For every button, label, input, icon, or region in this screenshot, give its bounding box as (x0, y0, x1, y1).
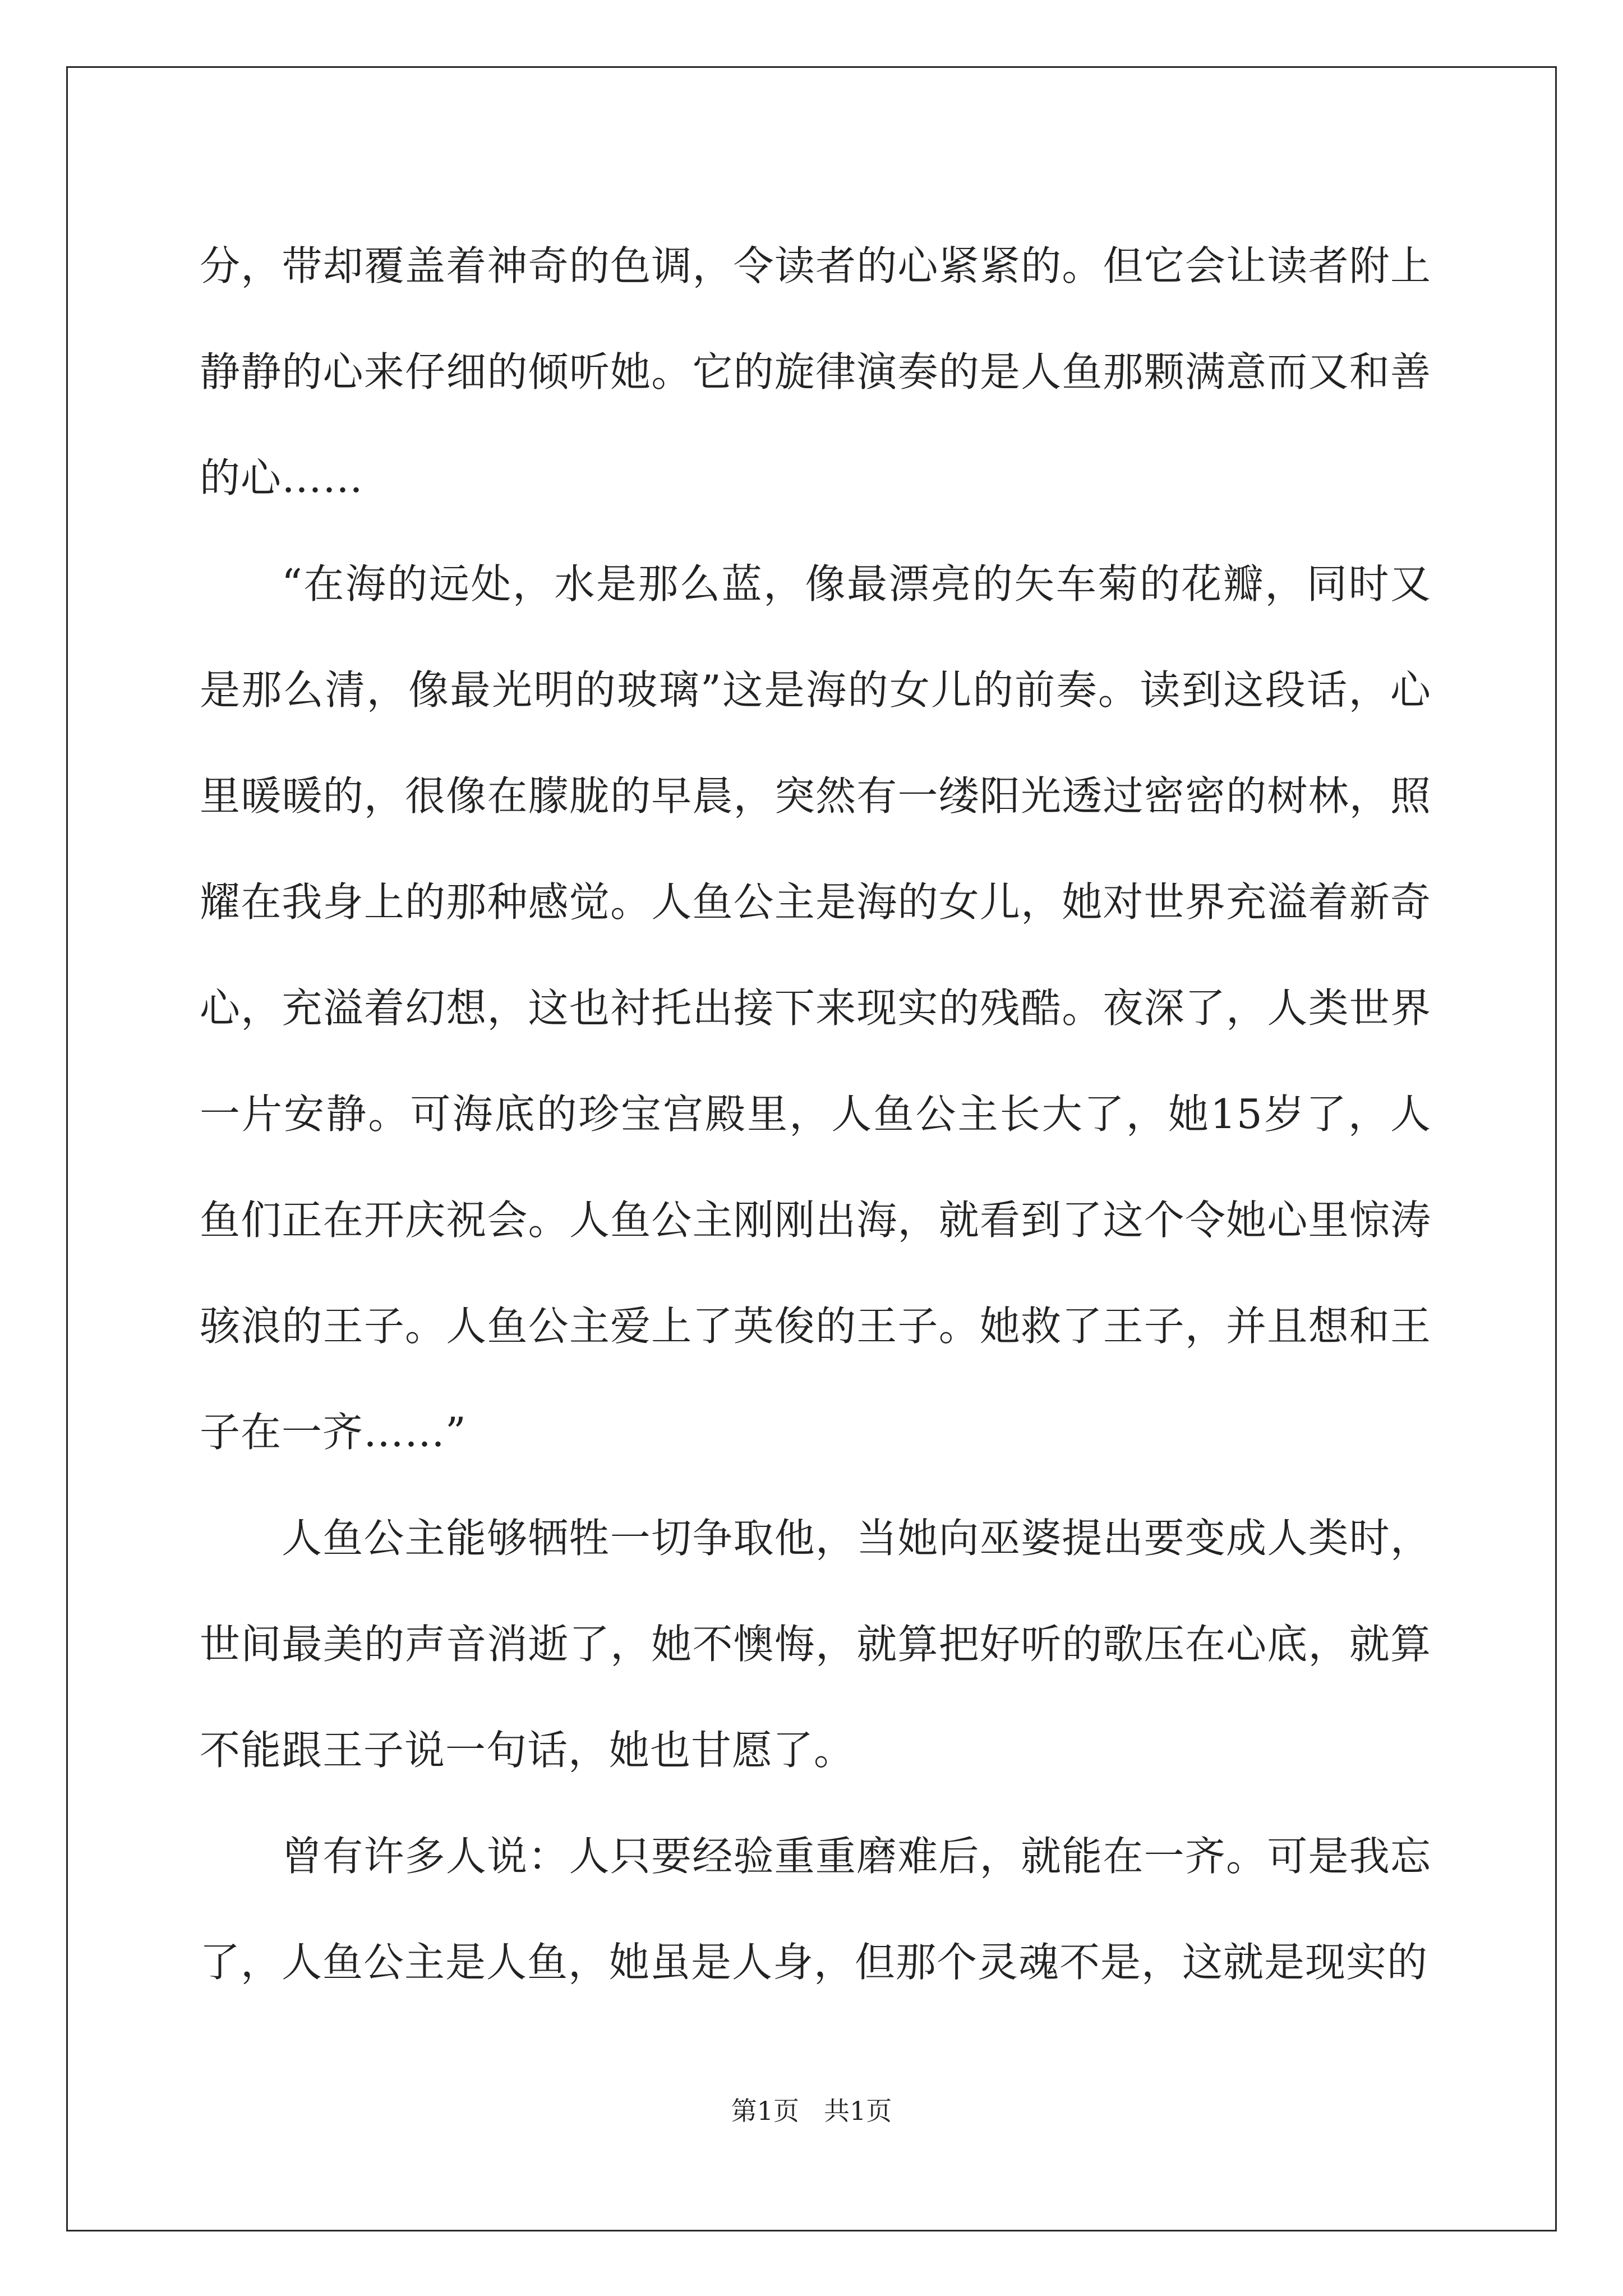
paragraph-1: 分，带却覆盖着神奇的色调，令读者的心紧紧的。但它会让读者附上静静的心来仔细的倾听她。它的旋律演奏的是人鱼那颗满意而又和善的心…… (200, 242, 1431, 501)
document-body (200, 213, 1431, 2016)
paragraph-3: 人鱼公主能够牺牲一切争取他，当她向巫婆提出要变成人类时，世间最美的声音消逝了，她不懊悔，就算把好听的歌压在心底，就算不能跟王子说一句话，她也甘愿了。 (200, 1515, 1431, 1774)
page-footer (0, 2094, 1623, 2128)
paragraph-4: 曾有许多人说：人只要经验重重磨难后，就能在一齐。可是我忘了，人鱼公主是人鱼，她虽是人身，但那个灵魂不是，这就是现实的 (200, 1833, 1431, 1986)
page-total: 共1页 (823, 2096, 892, 2126)
page-number: 第1页 (731, 2096, 800, 2126)
paragraph-2: “在海的远处，水是那么蓝，像最漂亮的矢车菊的花瓣，同时又是那么清，像最光明的玻璃”这是海的女儿的前奏。读到这段话，心里暖暖的，很像在朦胧的早晨，突然有一缕阳光透过密密的树林，照耀在我身上的那种感觉。人鱼公主是海的女儿，她对世界充溢着新奇心，充溢着幻想，这也衬托出接下来现实的残酷。夜深了，人类世界一片安静。可海底的珍宝宫殿里，人鱼公主长大了，她15岁了，人鱼们正在开庆祝会。人鱼公主刚刚出海，就看到了这个令她心里惊涛骇浪的王子。人鱼公主爱上了英俊的王子。她救了王子，并且想和王子在一齐……” (200, 560, 1431, 1456)
